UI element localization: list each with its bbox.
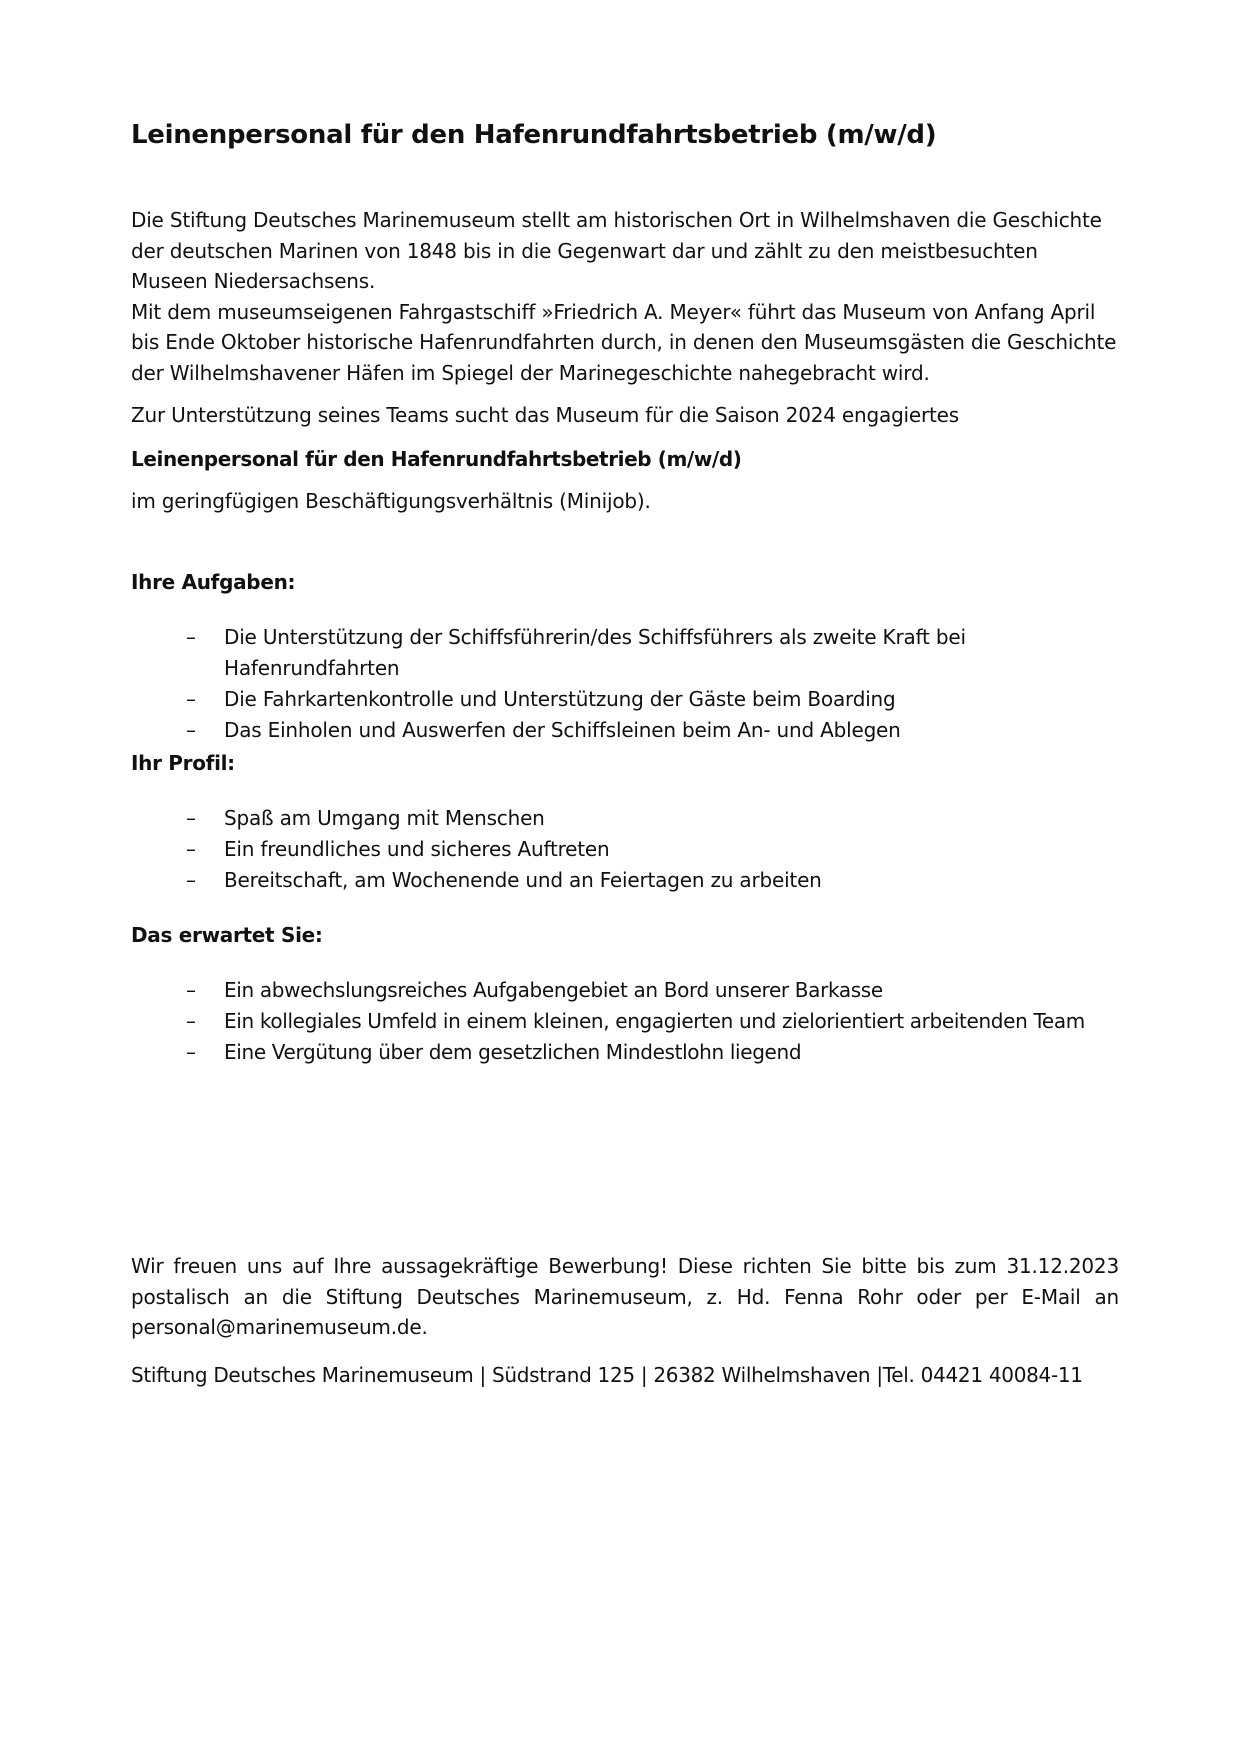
list-item <box>131 975 1119 1006</box>
list-item <box>131 715 1119 746</box>
list-item <box>131 622 1119 684</box>
dash-bullet-icon: – <box>186 837 196 861</box>
dash-bullet-icon: – <box>186 718 196 742</box>
dash-bullet-icon: – <box>186 625 196 649</box>
dash-bullet-icon: – <box>186 868 196 892</box>
list-item-text: Die Fahrkartenkontrolle und Unterstützung der Gäste beim Boarding <box>224 687 896 711</box>
list-item <box>131 684 1119 715</box>
list-item-text: Ein kollegiales Umfeld in einem kleinen, engagierten und zielorientiert arbeitenden Team <box>224 1009 1085 1033</box>
list-item-text: Spaß am Umgang mit Menschen <box>224 806 545 830</box>
list-item-text: Das Einholen und Auswerfen der Schiffsleinen beim An- und Ablegen <box>224 718 901 742</box>
intro-paragraph-2: Mit dem museumseigenen Fahrgastschiff »Friedrich A. Meyer« führt das Museum von Anfang April bis Ende Oktober historische Hafenrundfahrten durch, in denen den Museumsgästen die Geschichte der Wilhelmshavener Häfen im Spiegel der Marinegeschichte nahegebracht wird. <box>131 299 1117 385</box>
section-heading-tasks: Ihre Aufgaben: <box>131 570 296 594</box>
list-item <box>131 834 1119 865</box>
employment-type: im geringfügigen Beschäftigungsverhältnis (Minijob). <box>131 489 651 513</box>
tasks-list <box>131 622 1119 746</box>
contact-line: Stiftung Deutsches Marinemuseum | Südstrand 125 | 26382 Wilhelmshaven |Tel. 04421 40084-11 <box>131 1363 1083 1387</box>
offer-list <box>131 975 1119 1068</box>
list-item <box>131 865 1119 896</box>
list-item-text: Die Unterstützung der Schiffsführerin/des Schiffsführers als zweite Kraft bei Hafenrundfahrten <box>224 625 966 680</box>
list-item <box>131 1037 1119 1068</box>
section-heading-offer: Das erwartet Sie: <box>131 923 323 947</box>
list-item <box>131 1006 1119 1037</box>
search-intro: Zur Unterstützung seines Teams sucht das Museum für die Saison 2024 engagiertes <box>131 403 960 427</box>
section-heading-profile: Ihr Profil: <box>131 751 235 775</box>
dash-bullet-icon: – <box>186 1009 196 1033</box>
profile-list <box>131 803 1119 896</box>
dash-bullet-icon: – <box>186 978 196 1002</box>
closing-paragraph: Wir freuen uns auf Ihre aussagekräftige Bewerbung! Diese richten Sie bitte bis zum 31.12.2023 postalisch an die Stiftung Deutsches Marinemuseum, z. Hd. Fenna Rohr oder per E-Mail an personal@marinemuseum.de. <box>131 1254 1119 1339</box>
list-item-text: Bereitschaft, am Wochenende und an Feiertagen zu arbeiten <box>224 868 822 892</box>
dash-bullet-icon: – <box>186 687 196 711</box>
list-item-text: Eine Vergütung über dem gesetzlichen Mindestlohn liegend <box>224 1040 802 1064</box>
position-title: Leinenpersonal für den Hafenrundfahrtsbetrieb (m/w/d) <box>131 447 742 471</box>
intro-paragraph-1: Die Stiftung Deutsches Marinemuseum stellt am historischen Ort in Wilhelmshaven die Geschichte der deutschen Marinen von 1848 bis in die Gegenwart dar und zählt zu den meistbesuchten Museen Niedersachsens. <box>131 208 1102 293</box>
document-title: Leinenpersonal für den Hafenrundfahrtsbetrieb (m/w/d) <box>131 120 937 150</box>
list-item-text: Ein freundliches und sicheres Auftreten <box>224 837 610 861</box>
list-item-text: Ein abwechslungsreiches Aufgabengebiet an Bord unserer Barkasse <box>224 978 883 1002</box>
dash-bullet-icon: – <box>186 806 196 830</box>
intro-text <box>131 205 1119 388</box>
dash-bullet-icon: – <box>186 1040 196 1064</box>
list-item <box>131 803 1119 834</box>
